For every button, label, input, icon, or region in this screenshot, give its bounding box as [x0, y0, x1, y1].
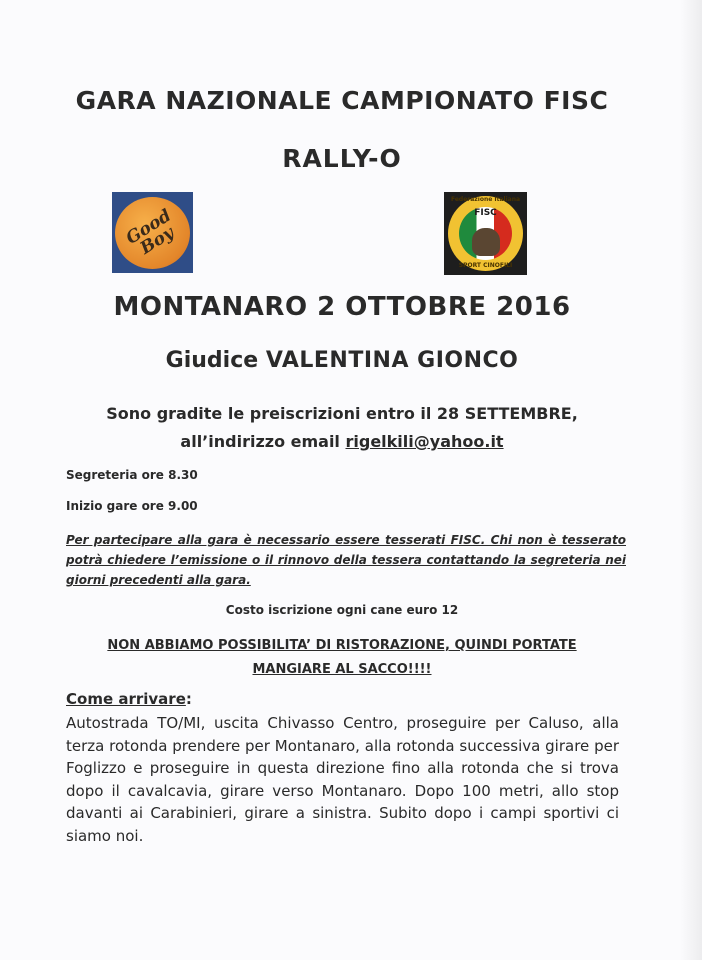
fisc-logo	[444, 192, 527, 275]
fisc-logo-arc-top: Federazione Italiana	[450, 196, 521, 203]
directions-title-colon: :	[185, 690, 192, 708]
fisc-logo-label: FISC	[474, 208, 497, 218]
event-subtitle: RALLY-O	[282, 144, 402, 173]
event-title: GARA NAZIONALE CAMPIONATO FISC	[75, 86, 609, 115]
directions-text: Autostrada TO/MI, uscita Chivasso Centro, proseguire per Caluso, alla terza rotonda prendere per Montanaro, alla rotonda successiva girare per Foglizzo e proseguire in questa direzione fino alla rotonda che si trova dopo il cavalcavia, girare verso Montanaro. Dopo 100 metri, allo stop davanti ai Carabinieri, girare a sinistra. Subito dopo i campi sportivi ci siamo noi.	[66, 714, 619, 845]
fisc-logo-arc-bottom: SPORT CINOFILI	[458, 262, 513, 269]
start-time: Inizio gare ore 9.00	[66, 499, 198, 513]
judge-line	[0, 348, 684, 373]
email-link[interactable]: rigelkili@yahoo.it	[345, 432, 504, 451]
food-warning-line-2: MANGIARE AL SACCO!!!!	[252, 662, 432, 677]
registration-info	[0, 400, 684, 456]
directions-title-text: Come arrivare	[66, 690, 186, 708]
judge-label: Giudice	[165, 348, 259, 373]
judge-name: VALENTINA GIONCO	[265, 348, 519, 373]
registration-email-line	[0, 428, 684, 456]
food-warning	[0, 634, 684, 682]
entry-cost: Costo iscrizione ogni cane euro 12	[225, 603, 459, 617]
registration-line: Sono gradite le preiscrizioni entro il 28 SETTEMBRE,	[106, 404, 578, 423]
dog-icon	[472, 228, 500, 256]
email-prefix: all’indirizzo email	[180, 432, 340, 451]
secretariat-time: Segreteria ore 8.30	[66, 468, 198, 482]
membership-requirement: Per partecipare alla gara è necessario essere tesserati FISC. Chi non è tesserato potrà chiedere l’emissione o il rinnovo della tessera contattando la segreteria nei giorni precedenti alla gara.	[66, 533, 626, 587]
good-boy-logo-text: Good Boy	[122, 205, 178, 259]
event-date: MONTANARO 2 OTTOBRE 2016	[113, 292, 571, 322]
directions-title	[66, 690, 192, 708]
food-warning-line-1: NON ABBIAMO POSSIBILITA’ DI RISTORAZIONE, QUINDI PORTATE	[107, 638, 577, 653]
good-boy-logo	[112, 192, 193, 273]
